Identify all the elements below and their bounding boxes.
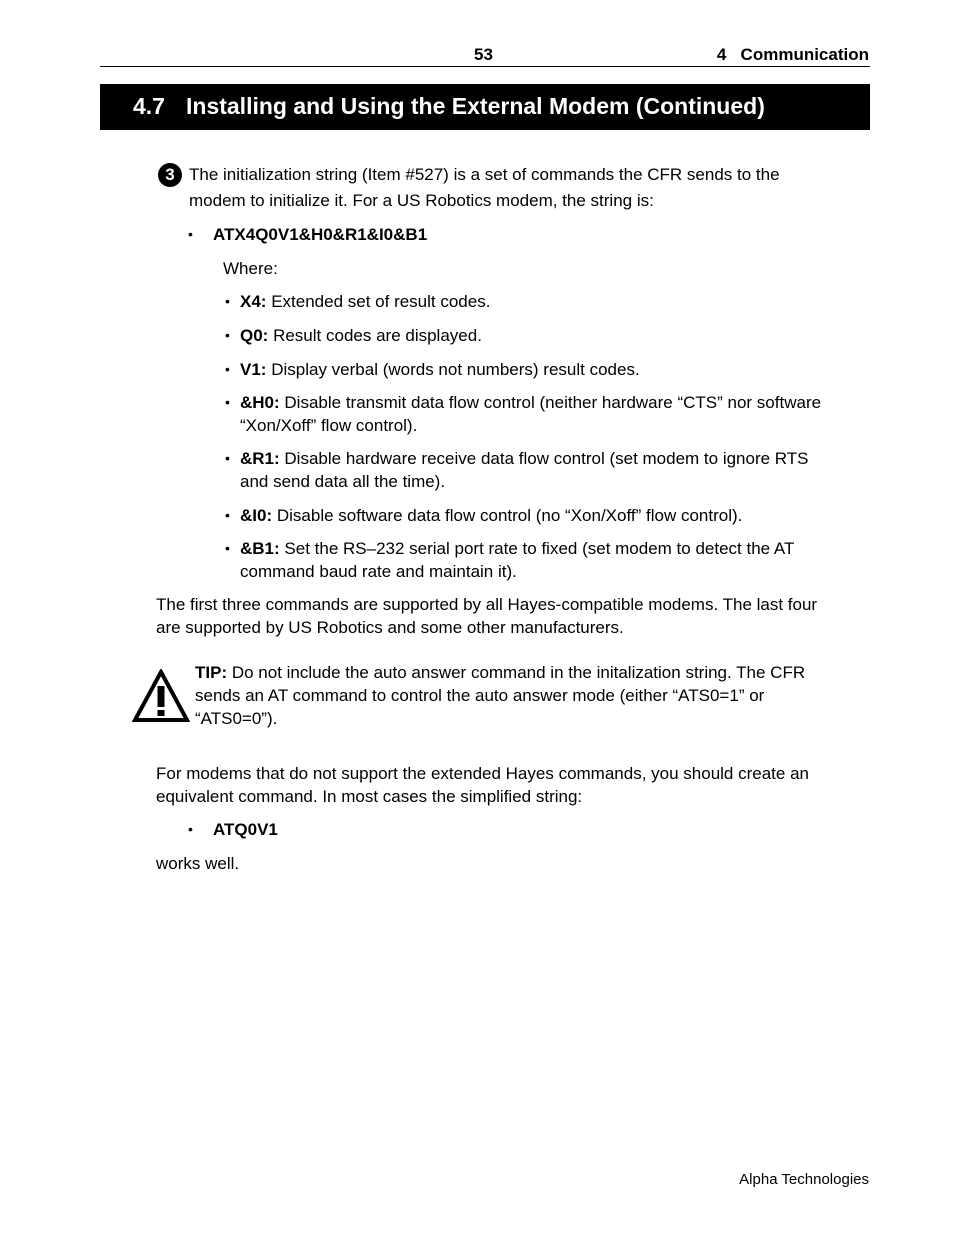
paragraph-line: are supported by US Robotics and some other manufacturers. xyxy=(156,618,624,637)
page-number: 53 xyxy=(474,45,493,64)
command-item-b1 xyxy=(240,537,794,560)
command-desc: Display verbal (words not numbers) result codes. xyxy=(271,360,640,379)
command-code: &H0: xyxy=(240,393,280,412)
command-desc: Extended set of result codes. xyxy=(271,292,491,311)
paragraph-line: For modems that do not support the extended Hayes commands, you should create an xyxy=(156,764,809,783)
step-number-badge: 3 xyxy=(158,163,182,187)
command-code: &I0: xyxy=(240,506,273,525)
command-code: V1: xyxy=(240,360,267,379)
step-text-line1: The initialization string (Item #527) is a set of commands the CFR sends to the xyxy=(189,165,780,184)
command-desc: Set the RS–232 serial port rate to fixed (set modem to detect the AT xyxy=(284,539,795,558)
command-item-h0 xyxy=(240,391,821,414)
command-item-i0 xyxy=(240,504,742,527)
command-item-x4 xyxy=(240,290,490,313)
tip-line1 xyxy=(195,661,805,684)
section-title: Installing and Using the External Modem (Continued) xyxy=(186,93,765,119)
init-string: ATX4Q0V1&H0&R1&I0&B1 xyxy=(213,225,428,244)
bullet-glyph: • xyxy=(225,327,230,343)
bullet-glyph: • xyxy=(225,450,230,466)
paragraph-line: The first three commands are supported by all Hayes-compatible modems. The last four xyxy=(156,595,818,614)
command-desc: Disable transmit data flow control (neither hardware “CTS” nor software xyxy=(284,393,822,412)
step-text-line2: modem to initialize it. For a US Robotics modem, the string is: xyxy=(189,191,654,210)
tip-label: TIP: xyxy=(195,663,228,682)
bullet-glyph: • xyxy=(225,394,230,410)
command-desc: Disable hardware receive data flow control (set modem to ignore RTS xyxy=(284,449,809,468)
bullet-glyph: • xyxy=(225,540,230,556)
bullet-glyph: • xyxy=(188,821,193,837)
command-desc: Result codes are displayed. xyxy=(273,326,482,345)
bullet-glyph: • xyxy=(188,226,193,242)
command-desc-cont: “Xon/Xoff” flow control). xyxy=(240,416,418,435)
where-label: Where: xyxy=(223,259,278,278)
bullet-glyph: • xyxy=(225,507,230,523)
footer-company: Alpha Technologies xyxy=(739,1171,869,1188)
warning-icon xyxy=(132,669,190,723)
header-rule xyxy=(100,66,870,67)
command-item-q0 xyxy=(240,324,482,347)
command-desc-cont: command baud rate and maintain it). xyxy=(240,562,517,581)
command-code: &B1: xyxy=(240,539,280,558)
command-code: Q0: xyxy=(240,326,269,345)
paragraph-line: equivalent command. In most cases the simplified string: xyxy=(156,787,583,806)
command-desc: Disable software data flow control (no “Xon/Xoff” flow control). xyxy=(276,506,743,525)
chapter-title: 4 Communication xyxy=(716,45,869,64)
works-well-text: works well. xyxy=(156,854,240,873)
tip-text: Do not include the auto answer command in the initalization string. The CFR xyxy=(231,663,806,682)
simple-string: ATQ0V1 xyxy=(213,820,278,839)
section-number: 4.7 xyxy=(133,93,165,119)
command-item-r1 xyxy=(240,447,809,470)
command-desc-cont: and send data all the time). xyxy=(240,472,446,491)
command-code: &R1: xyxy=(240,449,280,468)
command-code: X4: xyxy=(240,292,267,311)
command-item-v1 xyxy=(240,358,640,381)
section-title-bar xyxy=(100,84,870,130)
bullet-glyph: • xyxy=(225,361,230,377)
tip-line2: sends an AT command to control the auto answer mode (either “ATS0=1” or xyxy=(195,686,765,705)
tip-line3: “ATS0=0”). xyxy=(195,709,278,728)
bullet-glyph: • xyxy=(225,293,230,309)
